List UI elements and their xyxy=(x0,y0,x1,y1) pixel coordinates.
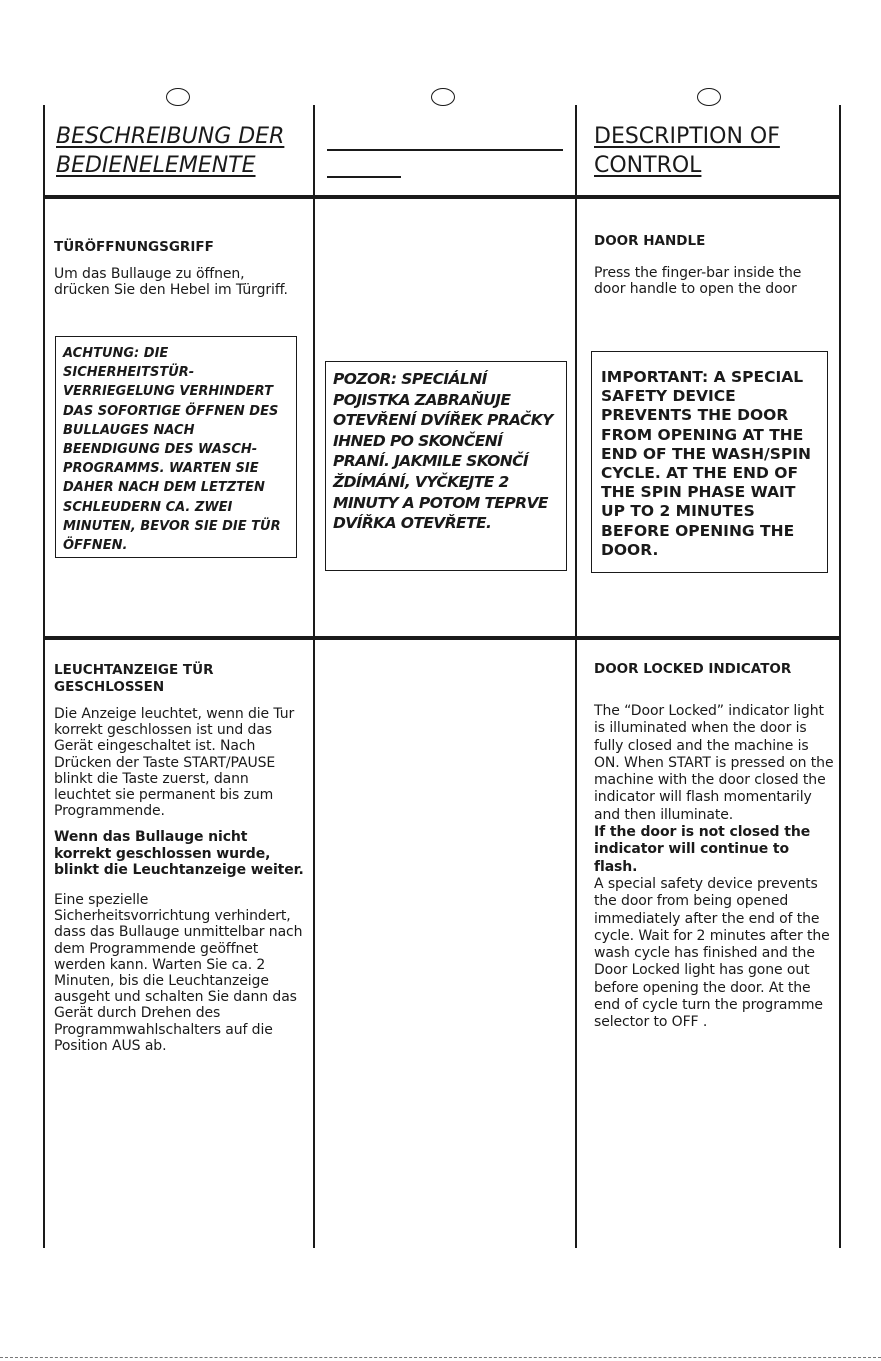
page-bottom-edge xyxy=(0,1357,881,1358)
door-locked-text-en-1: The “Door Locked” indicator light is illuminated when the door is fully closed and the machine is ON. When START is pressed on the machine with the door closed the indicator will flash momentarily and then illuminate. xyxy=(594,703,834,823)
blank-title-rule-2 xyxy=(327,176,401,178)
language-marker-en xyxy=(697,88,721,106)
door-locked-heading-de: LEUCHTANZEIGE TÜR GESCHLOSSEN xyxy=(54,662,214,695)
door-locked-text-de-3: Eine spezielle Sicherheitsvorrichtung verhindert, dass das Bullauge unmittelbar nach dem Programmende geöffnet werden kann. Warten Sie ca. 2 Minuten, bis die Leuchtanzeige ausgeht und schalten Sie dann das Gerät durch Drehen des Programmwahlschalters auf die Position AUS ab. xyxy=(54,892,303,1054)
column-divider-1 xyxy=(313,105,315,1248)
door-locked-heading-en: DOOR LOCKED INDICATOR xyxy=(594,661,792,677)
column-divider-2 xyxy=(575,105,577,1248)
page-title-en: DESCRIPTION OF CONTROL xyxy=(594,124,780,178)
warning-box-en xyxy=(591,351,828,573)
language-marker-de xyxy=(166,88,190,106)
door-locked-text-de-2: Wenn das Bullauge nicht korrekt geschlossen wurde, blinkt die Leuchtanzeige weiter. xyxy=(54,829,304,878)
section-divider xyxy=(44,636,841,640)
warning-text-cz: POZOR: SPECIÁLNÍ POJISTKA ZABRAŇUJE OTEVŘENÍ DVÍŘEK PRAČKY IHNED PO SKONČENÍ PRANÍ. JAKMILE SKONČÍ ŽDÍMÁNÍ, VYČKEJTE 2 MINUTY A POTOM TEPRVE DVÍŘKA OTEVŘETE. xyxy=(333,370,553,533)
door-locked-text-en-3: A special safety device prevents the door from being opened immediately after the end of the cycle. Wait for 2 minutes after the wash cycle has finished and the Door Locked light has gone out before opening the door. At the end of cycle turn the programme selector to OFF . xyxy=(594,875,830,1031)
door-locked-en xyxy=(594,661,834,1032)
page-title-de: BESCHREIBUNG DER BEDIENELEMENTE xyxy=(56,124,285,178)
header-divider xyxy=(44,195,841,199)
door-handle-de xyxy=(54,239,304,298)
warning-text-de: ACHTUNG: DIE SICHERHEITSTÜR-VERRIEGELUNG VERHINDERT DAS SOFORTIGE ÖFFNEN DES BULLAUGES NACH BEENDIGUNG DES WASCH-PROGRAMMS. WARTEN SIE DAHER NACH DEM LETZTEN SCHLEUDERN CA. ZWEI MINUTEN, BEVOR SIE DIE TÜR ÖFFNEN. xyxy=(63,346,281,554)
door-handle-text-de: Um das Bullauge zu öffnen, drücken Sie den Hebel im Türgriff. xyxy=(54,266,288,299)
door-handle-en xyxy=(594,233,834,297)
door-handle-heading-en: DOOR HANDLE xyxy=(594,233,706,249)
column-divider-right xyxy=(839,105,841,1248)
door-locked-text-en-2: If the door is not closed the indicator will continue to flash. xyxy=(594,824,811,875)
language-marker-cz xyxy=(431,88,455,106)
warning-text-en: IMPORTANT: A SPECIAL SAFETY DEVICE PREVENTS THE DOOR FROM OPENING AT THE END OF THE WASH/SPIN CYCLE. AT THE END OF THE SPIN PHASE WAIT UP TO 2 MINUTES BEFORE OPENING THE DOOR. xyxy=(601,368,811,559)
blank-title-rule-1 xyxy=(327,149,563,151)
warning-box-de xyxy=(55,336,297,558)
door-handle-text-en: Press the finger-bar inside the door handle to open the door xyxy=(594,265,802,298)
door-handle-heading-de: TÜRÖFFNUNGSGRIFF xyxy=(54,239,214,255)
column-divider-left xyxy=(43,105,45,1248)
door-locked-text-de-1: Die Anzeige leuchtet, wenn die Tur korrekt geschlossen ist und das Gerät eingeschaltet ist. Nach Drücken der Taste START/PAUSE blinkt die Taste zuerst, dann leuchtet sie permanent bis zum Programmende. xyxy=(54,706,295,820)
door-locked-de xyxy=(54,662,306,1054)
warning-box-cz xyxy=(325,361,567,571)
